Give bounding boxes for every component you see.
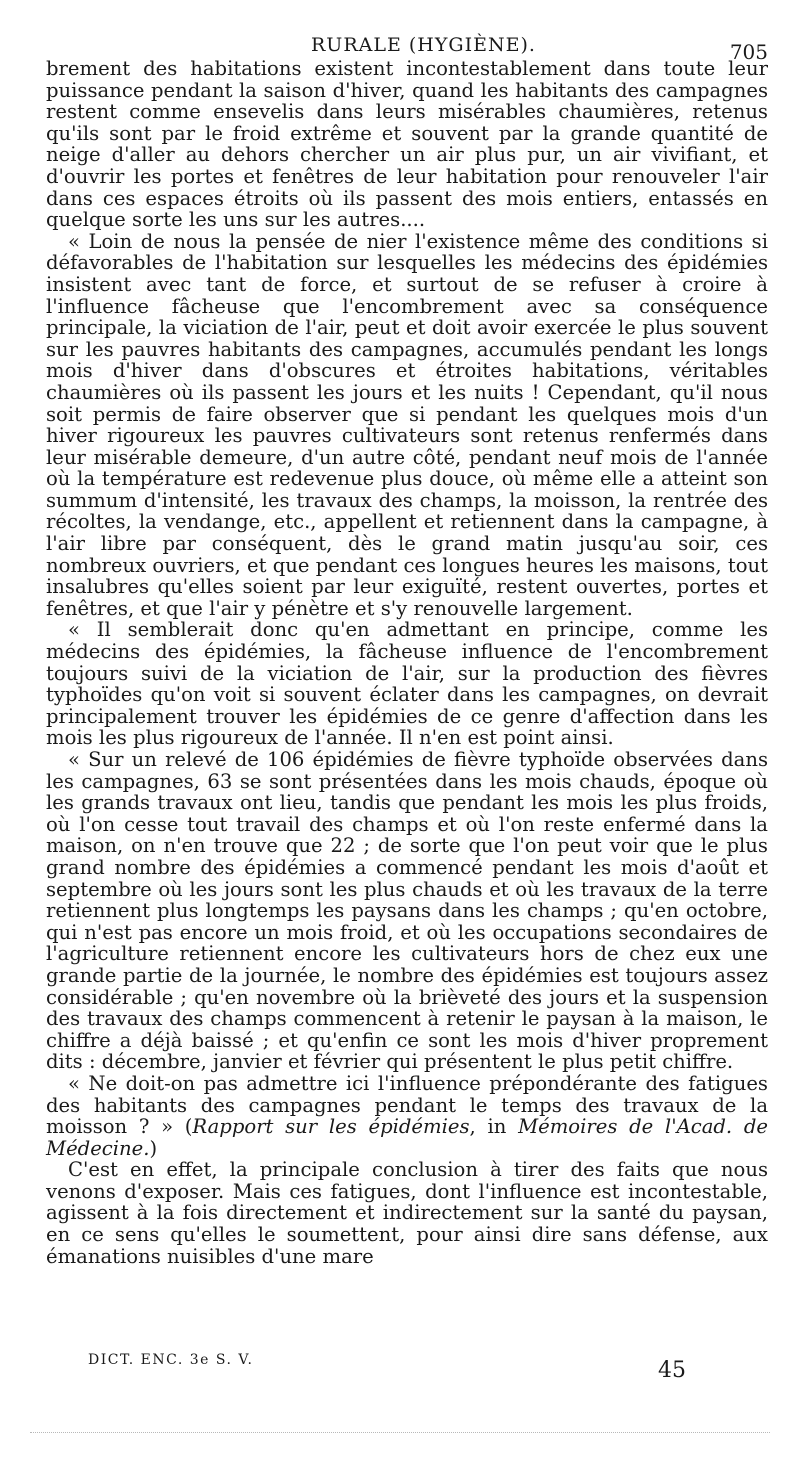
paragraph	[46, 749, 768, 1073]
paragraph	[46, 231, 768, 620]
page-number: 705	[729, 40, 768, 64]
text-run: C'est en effet, la principale conclusion à tirer des faits que nous venons d'exposer. Mais ces fatigues, dont l'influence est incontestable, agissent à la fois directement et indirectement sur la santé du paysan, en ce sens qu'elles le soumettent, pour ainsi dire sans défense, aux émanations nuisibles d'une mare	[46, 1158, 768, 1268]
text-run: « Il semblerait donc qu'en admettant en principe, comme les médecins des épidémies, la fâcheuse influence de l'encombrement toujours suivi de la viciation de l'air, sur la production des fièvres typhoïdes qu'on voit si souvent éclater dans les campagnes, on devrait principalement trouver les épidémies de ce genre d'affection dans les mois les plus rigoureux de l'année. Il n'en est point ainsi.	[46, 618, 768, 750]
paragraph	[46, 1073, 768, 1159]
paragraph	[46, 58, 768, 231]
page	[46, 28, 768, 1267]
paragraph	[46, 619, 768, 749]
running-title: RURALE (HYGIÈNE).	[311, 34, 536, 56]
printer-signature: DICT. ENC. 3e S. V.	[88, 1352, 254, 1368]
text-run: « Loin de nous la pensée de nier l'existence même des conditions si défavorables de l'habitation sur lesquelles les médecins des épidémies insistent avec tant de force, et surtout de se refuser à croire à l'influence fâcheuse que l'encombrement avec sa conséquence principale, la viciation de l'air, peut et doit avoir exercée le plus souvent sur les pauvres habitants des campagnes, accumulés pendant les longs mois d'hiver dans d'obscures et étroites habitations, véritables chaumières où ils passent les jours et les nuits ! Cependant, qu'il nous soit permis de faire observer que si pendant les quelques mois d'un hiver rigoureux les pauvres cultivateurs sont retenus renfermés dans leur misérable demeure, d'un autre côté, pendant neuf mois de l'année où la température est redevenue plus douce, où même elle a atteint son summum d'intensité, les travaux des champs, la moisson, la rentrée des récoltes, la vendange, etc., appellent et retiennent dans la campagne, à l'air libre par conséquent, dès le grand matin jusqu'au soir, ces nombreux ouvriers, et que pendant ces longues heures les maisons, tout insalubres qu'elles soient par leur exiguïté, restent ouvertes, portes et fenêtres, et que l'air y pénètre et s'y renouvelle largement.	[46, 229, 768, 620]
text-run: « Sur un relevé de 106 épidémies de fièvre typhoïde observées dans les campagnes, 63 se sont présentées dans les mois chauds, époque où les grands travaux ont lieu, tandis que pendant les mois les plus froids, où l'on cesse tout travail des champs et où l'on reste enfermé dans la maison, on n'en trouve que 22 ; de sorte que l'on peut voir que le plus grand nombre des épidémies a commencé pendant les mois d'août et septembre où les jours sont les plus chauds et où les travaux de la terre retiennent plus longtemps les paysans dans les champs ; qu'en octobre, qui n'est pas encore un mois froid, et où les occupations secondaires de l'agriculture retiennent encore les cultivateurs hors de chez eux une grande partie de la journée, le nombre des épidémies est toujours assez considérable ; qu'en novembre où la brièveté des jours et la suspension des travaux des champs commencent à retenir le paysan à la maison, le chiffre a déjà baissé ; et qu'enfin ce sont les mois d'hiver proprement dits : décembre, janvier et février qui présentent le plus petit chiffre.	[46, 748, 768, 1074]
signature-mark: 45	[658, 1358, 686, 1383]
text-run: , in	[469, 1115, 519, 1139]
italic-citation: Mémoires de l'Acad. de Médecine.	[46, 1115, 768, 1160]
text-run: « Ne doit-on pas admettre ici l'influence prépondérante des fatigues des habitants des campagnes pendant le temps des travaux de la moisson ? » (	[46, 1071, 768, 1139]
paragraph	[46, 1159, 768, 1267]
page-header	[46, 28, 768, 64]
italic-citation: Rapport sur les épidémies	[192, 1115, 470, 1139]
bottom-dotted-rule	[30, 1432, 770, 1433]
text-run: brement des habitations existent incontestablement dans toute leur puissance pendant la saison d'hiver, quand les habitants des campagnes restent comme ensevelis dans leurs misérables chaumières, retenus qu'ils sont par le froid extrême et souvent par la grande quantité de neige d'aller au dehors chercher un air plus pur, un air vivifiant, et d'ouvrir les portes et fenêtres de leur habitation pour renouveler l'air dans ces espaces étroits où ils passent des mois entiers, entassés en quelque sorte les uns sur les autres....	[46, 57, 768, 232]
body-text	[46, 58, 768, 1267]
page-footer	[56, 1346, 700, 1386]
text-run: )	[149, 1136, 158, 1160]
